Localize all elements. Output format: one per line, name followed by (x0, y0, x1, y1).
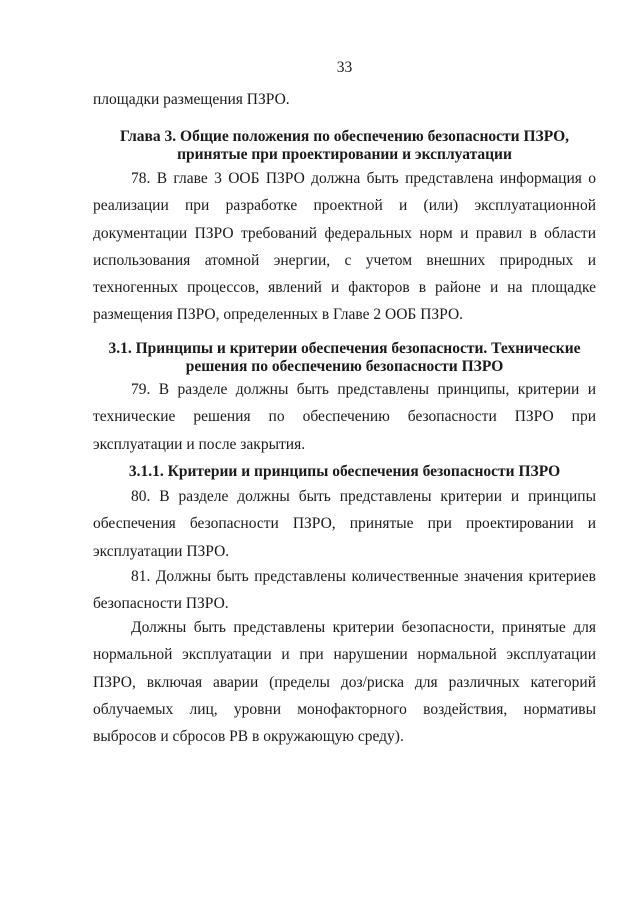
section-3-1-1-heading (93, 463, 596, 481)
section-3-1-heading (93, 340, 596, 376)
paragraph-78: 78. В главе 3 ООБ ПЗРО должна быть представлена информация о реализации при разработке проектной и (или) эксплуатационной документации ПЗРО требований федеральных норм и правил в области использования атомной энергии, с учетом внешних природных и техногенных процессов, явлений и факторов в районе и на площадке размещения ПЗРО, определенных в Главе 2 ООБ ПЗРО. (93, 170, 596, 324)
chapter-3-heading-line-2: принятые при проектировании и эксплуатации (177, 146, 512, 163)
section-3-1-heading-line-2: решения по обеспечению безопасности ПЗРО (185, 358, 504, 375)
chapter-3-heading-line-1: Глава 3. Общие положения по обеспечению безопасности ПЗРО, (119, 128, 570, 145)
section-3-1-heading-line-1: 3.1. Принципы и критерии обеспечения безопасности. Технические (108, 340, 581, 357)
section-3-1-1-heading-line: 3.1.1. Критерии и принципы обеспечения безопасности ПЗРО (128, 463, 561, 480)
paragraph-81: 81. Должны быть представлены количественные значения критериев безопасности ПЗРО. (93, 568, 596, 613)
paragraph-82: Должны быть представлены критерии безопасности, принятые для нормальной эксплуатации и при нарушении нормальной эксплуатации ПЗРО, включая аварии (пределы доз/риска для различных категорий облучаемых лиц, уровни монофакторного воздействия, нормативы выбросов и сбросов РВ в окружающую среду). (93, 619, 596, 746)
intro-fragment: площадки размещения ПЗРО. (93, 91, 290, 108)
paragraph-79: 79. В разделе должны быть представлены принципы, критерии и технические решения по обеспечению безопасности ПЗРО при эксплуатации и после закрытия. (93, 381, 596, 453)
paragraph-80: 80. В разделе должны быть представлены критерии и принципы обеспечения безопасности ПЗРО, принятые при проектировании и эксплуатации ПЗРО. (93, 488, 596, 560)
page-number: 33 (336, 59, 353, 76)
chapter-3-heading (93, 128, 596, 164)
